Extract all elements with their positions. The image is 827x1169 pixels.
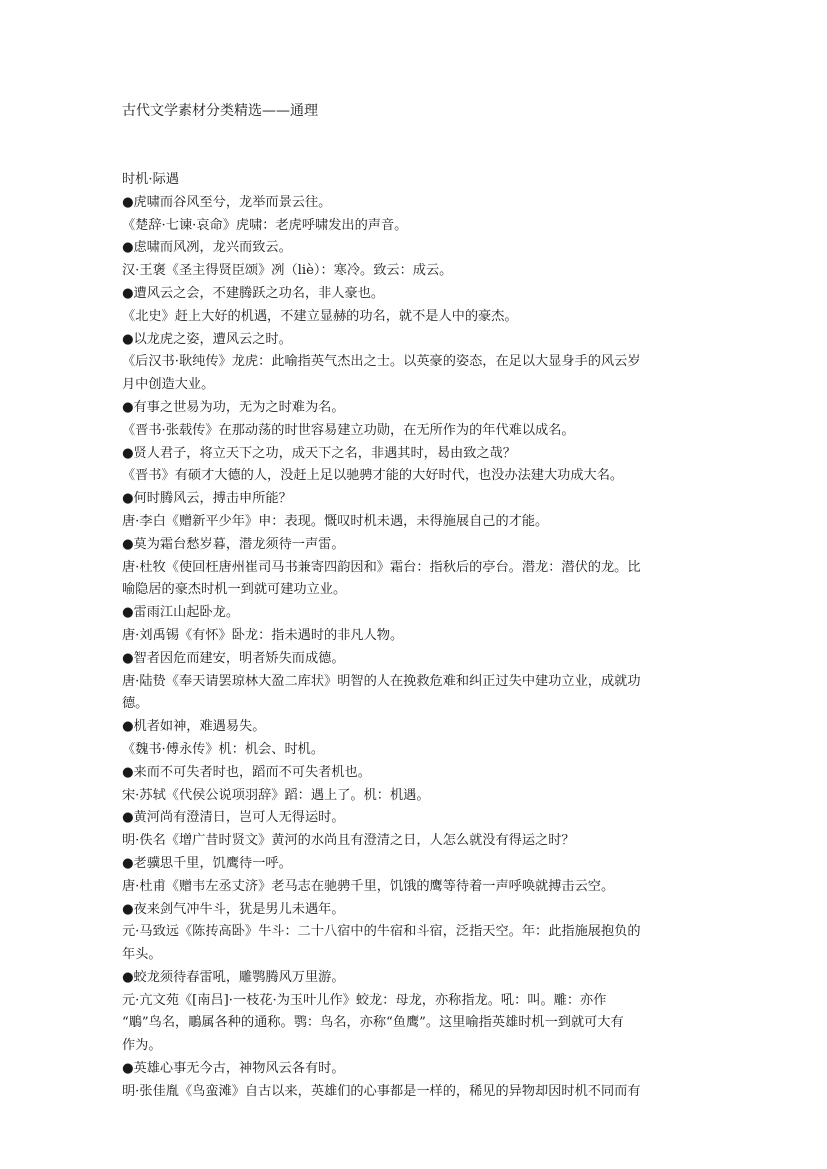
annotation-line: 德。	[122, 696, 149, 712]
annotation-line: 宋·苏轼《代侯公说项羽辞》蹈：遇上了。机：机遇。	[122, 787, 430, 803]
annotation-line: 作为。	[122, 1038, 162, 1054]
document-title: 古代文学素材分类精选——通理	[122, 103, 318, 119]
annotation-line: 唐·刘禹锡《有怀》卧龙：指未遇时的非凡人物。	[122, 627, 404, 643]
quote-line: ●以龙虎之姿，遭风云之时。	[122, 331, 292, 347]
quote-line: ●机者如神，难遇易失。	[122, 719, 266, 735]
quote-line: ●老骥思千里，饥鹰待一呼。	[122, 855, 292, 871]
annotation-line: 年头。	[122, 947, 162, 963]
annotation-line: 《魏书·傅永传》机：机会、时机。	[122, 741, 325, 757]
quote-line: ●莫为霜台愁岁暮，潜龙须待一声雷。	[122, 536, 345, 552]
text-lines	[122, 192, 704, 1104]
quote-line: ●蛟龙须待春雷吼，雕鹗腾风万里游。	[122, 969, 345, 985]
section-heading: 时机·际遇	[122, 172, 179, 187]
annotation-line: 《北史》赶上大好的机遇，不建立显赫的功名，就不是人中的豪杰。	[122, 308, 518, 324]
annotation-line: 《后汉书·耿纯传》龙虎：此喻指英气杰出之士。以英豪的姿态，在足以大显身手的风云岁	[122, 354, 641, 370]
annotation-line: 《楚辞·七谏·哀命》虎啸：老虎呼啸发出的声音。	[122, 217, 408, 233]
annotation-line: 《晋书·张载传》在那动荡的时世容易建立功勋，在无所作为的年代难以成名。	[122, 422, 575, 438]
annotation-line: 汉·王褒《圣主得贤臣颂》冽（liè）：寒冷。致云：成云。	[122, 263, 453, 279]
quote-line: ●虑啸而风冽，龙兴而致云。	[122, 240, 292, 256]
quote-line: ●贤人君子，将立天下之功，成天下之名，非遇其时，曷由致之哉？	[122, 445, 516, 461]
quote-line: ●雷雨江山起卧龙。	[122, 605, 240, 621]
annotation-line: 明·张佳胤《鸟蛮滩》自古以来，英雄们的心事都是一样的，稀见的异物却因时机不同而有	[122, 1083, 641, 1099]
annotation-line: 元·马致远《陈抟高卧》牛斗：二十八宿中的牛宿和斗宿，泛指天空。年：此指施展抱负的	[122, 924, 641, 940]
quote-line: ●智者因危而建安，明者矫失而成德。	[122, 650, 345, 666]
annotation-line: 唐·陆贽《奉天请罢琼林大盈二库状》明智的人在挽救危难和纠正过失中建功立业，成就功	[122, 673, 641, 689]
quote-line: ●虎啸而谷风至兮，龙举而景云往。	[122, 194, 332, 210]
annotation-line: “鵰”鸟名，鵰属各种的通称。鹗：鸟名，亦称“鱼鹰”。这里喻指英雄时机一到就可大有	[122, 1015, 624, 1031]
document-page	[122, 100, 704, 1104]
annotation-line: 明·佚名《增广昔时贤文》黄河的水尚且有澄清之日，人怎么就没有得运之时？	[122, 833, 575, 849]
annotation-line: 喻隐居的豪杰时机一到就可建功立业。	[122, 582, 347, 598]
quote-line: ●遭风云之会，不建腾跃之功名，非人豪也。	[122, 285, 385, 301]
quote-line: ●何时腾风云，搏击申所能？	[122, 491, 292, 507]
quote-line: ●有事之世易为功，无为之时难为名。	[122, 399, 345, 415]
annotation-line: 唐·李白《赠新平少年》申：表现。慨叹时机未遇，未得施展自己的才能。	[122, 513, 549, 529]
annotation-line: 元·亢文苑《[南吕]·一枝花·为玉叶儿作》蛟龙：母龙，亦称指龙。吼：叫。雕：亦作	[122, 992, 607, 1008]
quote-line: ●黄河尚有澄清日，岂可人无得运时。	[122, 810, 345, 826]
quote-line: ●夜来剑气冲牛斗，犹是男儿未遇年。	[122, 901, 345, 917]
quote-line: ●英雄心事无今古，神物风云各有时。	[122, 1061, 345, 1077]
annotation-line: 唐·杜甫《赠韦左丞丈济》老马志在驰骋千里，饥饿的鹰等待着一声呼唤就搏击云空。	[122, 878, 615, 894]
annotation-line: 月中创造大业。	[122, 377, 215, 393]
annotation-line: 《晋书》有硕才大德的人，没赶上足以驰骋才能的大好时代，也没办法建大功成大名。	[122, 468, 624, 484]
section-body	[122, 169, 704, 1104]
quote-line: ●来而不可失者时也，蹈而不可失者机也。	[122, 764, 371, 780]
annotation-line: 唐·杜牧《使回枉唐州崔司马书兼寄四韵因和》霜台：指秋后的亭台。潜龙：潜伏的龙。比	[122, 559, 641, 575]
